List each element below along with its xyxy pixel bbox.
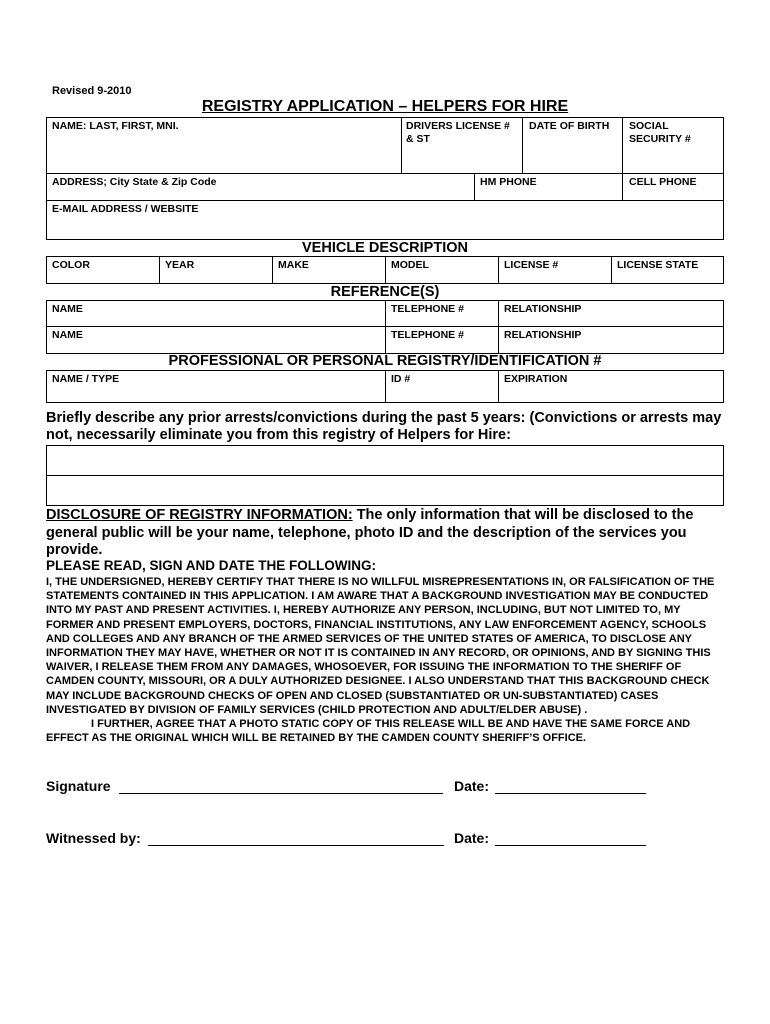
arrests-line-1[interactable] [46, 445, 724, 476]
reference-1-name-label[interactable]: NAME [52, 303, 83, 315]
drivers-license-label[interactable] [406, 120, 510, 146]
signature-date-label: Date: [454, 778, 490, 794]
vehicle-license-state-label[interactable]: LICENSE STATE [617, 259, 699, 271]
signature-line[interactable] [119, 793, 443, 794]
vehicle-license-label[interactable]: LICENSE # [504, 259, 559, 271]
vehicle-heading: VEHICLE DESCRIPTION [302, 240, 468, 256]
date-of-birth-label[interactable]: DATE OF BIRTH [529, 120, 610, 132]
vehicle-year-label[interactable]: YEAR [165, 259, 195, 271]
further-agree-text: I FURTHER, AGREE THAT A PHOTO STATIC COPY OF THIS RELEASE WILL BE AND HAVE THE SAME FORCE AND EFFECT AS THE ORIGINAL WHICH WILL BE RETAINED BY THE CAMDEN COUNTY SHERIFF’S OFFICE. [46, 718, 691, 745]
social-security-label[interactable] [629, 120, 691, 146]
please-read-heading: PLEASE READ, SIGN AND DATE THE FOLLOWING: [46, 558, 376, 573]
name-field-label[interactable]: NAME: LAST, FIRST, MNI. [52, 120, 179, 132]
reference-2-name-label[interactable]: NAME [52, 329, 83, 341]
authorize-text: I, HEREBY AUTHORIZE ANY PERSON [273, 604, 471, 617]
witness-date-line[interactable] [495, 845, 646, 846]
vehicle-model-label[interactable]: MODEL [391, 259, 429, 271]
witness-line[interactable] [148, 845, 444, 846]
disclosure-paragraph [46, 507, 721, 560]
revised-date: Revised 9-2010 [52, 85, 132, 97]
disclosure-text: The only information that will be disclosed to the general public will be your name, telephone, photo ID and the description of the services you provide. [46, 507, 694, 558]
home-phone-label[interactable]: HM PHONE [480, 176, 537, 188]
witness-label: Witnessed by: [46, 830, 141, 846]
references-heading: REFERENCE(S) [330, 284, 440, 300]
registry-name-type-label[interactable]: NAME / TYPE [52, 373, 120, 385]
certification-text [46, 575, 726, 745]
form-title: REGISTRY APPLICATION – HELPERS FOR HIRE [201, 98, 569, 115]
signature-date-line[interactable] [495, 793, 646, 794]
reference-2-relationship-label[interactable]: RELATIONSHIP [504, 329, 582, 341]
ssn-label-line1: SOCIAL [629, 120, 669, 132]
signature-label: Signature [46, 778, 111, 794]
cell-phone-label[interactable]: CELL PHONE [629, 176, 697, 188]
registry-id-label[interactable]: ID # [391, 373, 411, 385]
reference-1-relationship-label[interactable]: RELATIONSHIP [504, 303, 582, 315]
ssn-label-line2: SECURITY # [629, 133, 691, 145]
vehicle-make-label[interactable]: MAKE [278, 259, 309, 271]
reference-1-phone-label[interactable]: TELEPHONE # [391, 303, 464, 315]
email-field-label[interactable]: E-MAIL ADDRESS / WEBSITE [52, 203, 199, 215]
arrests-prompt: Briefly describe any prior arrests/convictions during the past 5 years: (Convictions or arrests may not, necessarily eliminate you from this registry of Helpers for Hire: [46, 410, 722, 443]
disclosure-heading: DISCLOSURE OF REGISTRY INFORMATION: [46, 507, 353, 523]
address-field-label[interactable]: ADDRESS; City State & Zip Code [52, 176, 217, 188]
drivers-license-label-line1: DRIVERS LICENSE # [406, 120, 510, 132]
background-check-end: . [581, 703, 588, 716]
arrests-line-2[interactable] [46, 475, 724, 506]
drivers-license-label-line2: & ST [406, 133, 430, 145]
certify-part-1: I, THE UNDERSIGNED, HEREBY CERTIFY THAT THERE IS NO WILLFUL MISREPRESENTATIONS IN, OR FALSIFICATION OF THE STATEMENTS CONTAINED IN THIS APPLICATION. I AM AWARE THAT A BACKGROUND INVESTIGATION MAY BE CONDUCTED INTO MY PAST AND PRESENT ACTIVITIES. [46, 576, 715, 617]
witness-date-label: Date: [454, 830, 490, 846]
background-check-text: I ALSO UNDERSTAND THAT THIS BACKGROUND CHECK MAY INCLUDE BACKGROUND CHECKS OF OPEN AND CLOSED (SUBSTANTIATED OR UN-SUBSTANTIATED) CASES INVESTIGATED BY DIVISION OF FAMILY SERVICES (CHILD PROTECTION AND ADULT/ELDER ABUSE) [46, 675, 710, 716]
registry-expiration-label[interactable]: EXPIRATION [504, 373, 568, 385]
reference-2-phone-label[interactable]: TELEPHONE # [391, 329, 464, 341]
certify-part-2: , INCLUDING, BUT NOT LIMITED TO, MY FORMER AND PRESENT EMPLOYERS, DOCTORS, FINANCIAL INSTITUTIONS, ANY LAW ENFORCEMENT AGENCY, SCHOOLS AND COLLEGES AND ANY BRANCH OF THE ARMED SERVICES OF THE UNITED STATES OF AMERICA, TO DISCLOSE ANY INFORMATION THEY MAY HAVE, WHETHER OR NOT IT IS CONTAINED IN ANY RECORD, OR OPINIONS, AND BY SIGNING THIS WAIVER, I RELEASE THEM FROM ANY DAMAGES, WHOSOEVER, FOR ISSUING THE INFORMATION TO THE SHERIFF OF CAMDEN COUNTY, MISSOURI, OR A DULY AUTHORIZED DESIGNEE. [46, 604, 711, 688]
registry-heading: PROFESSIONAL OR PERSONAL REGISTRY/IDENTIFICATION # [168, 353, 602, 369]
vehicle-color-label[interactable]: COLOR [52, 259, 90, 271]
